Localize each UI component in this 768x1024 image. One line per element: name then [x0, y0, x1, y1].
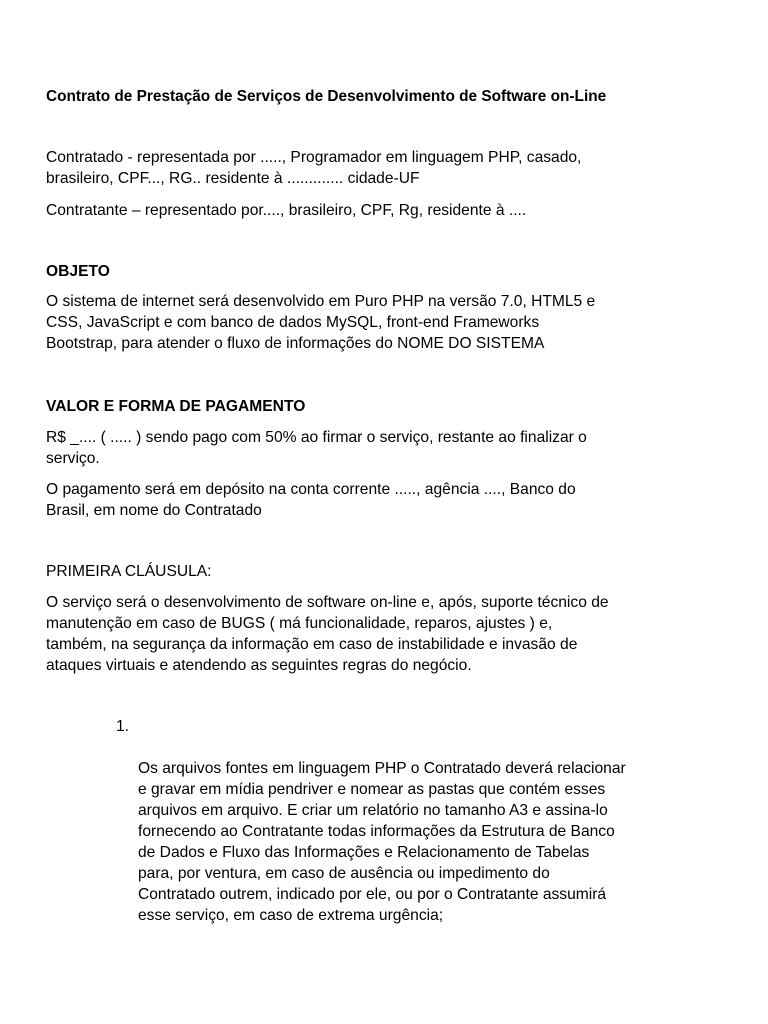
list-item-text: Os arquivos fontes em linguagem PHP o Contratado deverá relacionar e gravar em mídia pendriver e nomear as pastas que contém esses arquivos em arquivo. E criar um relatório no tamanho A3 e assina-lo fornecendo ao Contratante todas informações da Estrutura de Banco de Dados e Fluxo das Informações e Relacionamento de Tabelas para, por ventura, em caso de ausência ou impedimento do Contratado outrem, indicado por ele, ou por o Contratante assumirá esse serviço, em caso de extrema urgência;: [138, 760, 626, 924]
list-item-number: 1.: [116, 718, 130, 735]
objeto-heading: OBJETO: [46, 263, 110, 280]
document-title: Contrato de Prestação de Serviços de Desenvolvimento de Software on-Line: [46, 88, 607, 105]
primeira-clausula-paragraph: O serviço será o desenvolvimento de software on-line e, após, suporte técnico de manutenção em caso de BUGS ( má funcionalidade, reparos, ajustes ) e, também, na segurança da informação em caso de instabilidade e invasão de ataques virtuais e atendendo as seguintes regras do negócio.: [46, 594, 609, 674]
rules-list: [46, 716, 726, 926]
primeira-clausula-heading: PRIMEIRA CLÁUSULA:: [46, 563, 212, 580]
contratante-paragraph: Contratante – representado por...., brasileiro, CPF, Rg, residente à ....: [46, 202, 527, 219]
pagamento-paragraph-2: O pagamento será em depósito na conta corrente ....., agência ...., Banco do Brasil, em nome do Contratado: [46, 481, 576, 519]
list-item: [46, 716, 726, 926]
contratado-paragraph: Contratado - representada por ....., Programador em linguagem PHP, casado, brasileiro, CPF..., RG.. residente à ............. cidade-UF: [46, 149, 582, 187]
pagamento-paragraph-1: R$ _.... ( ..... ) sendo pago com 50% ao firmar o serviço, restante ao finalizar o serviço.: [46, 429, 587, 467]
objeto-paragraph: O sistema de internet será desenvolvido em Puro PHP na versão 7.0, HTML5 e CSS, JavaScript e com banco de dados MySQL, front-end Frameworks Bootstrap, para atender o fluxo de informações do NOME DO SISTEMA: [46, 293, 596, 352]
pagamento-heading: VALOR E FORMA DE PAGAMENTO: [46, 398, 306, 415]
